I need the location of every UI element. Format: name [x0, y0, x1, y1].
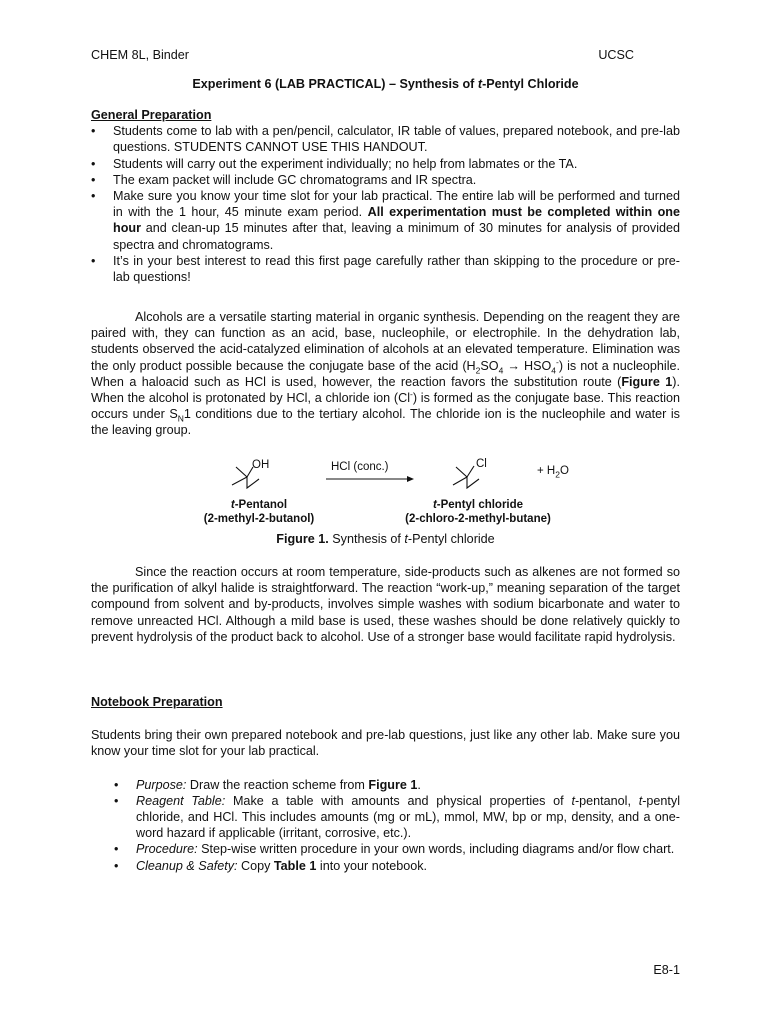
notebook-preparation-section [91, 694, 680, 874]
reagent-label: HCl (conc.) [331, 461, 389, 473]
caption-text: Synthesis of [328, 532, 405, 546]
para-text: ). When the alcohol is protonated by HCl, a chloride ion (Cl [91, 374, 680, 406]
list-item-text: Students come to lab with a pen/pencil, calculator, IR table of values, prepared notebook, and pre-lab questions. STUDENTS CANNOT USE THIS HANDOUT. [113, 124, 680, 155]
para-text: 1 conditions due to the tertiary alcohol. The chloride ion is the nucleophile and water is the leaving group. [91, 407, 680, 438]
item-text: Draw the reaction scheme from [186, 777, 369, 792]
notebook-intro: Students bring their own prepared notebook and pre-lab questions, just like any other lab. Make sure you know your time slot for your lab practical. [91, 728, 680, 759]
list-item-text: and clean-up 15 minutes after that, leaving a minimum of 30 minutes for analysis of provided spectra and chromatograms. [113, 221, 680, 252]
bullet: • [91, 124, 96, 139]
item-text: Copy [237, 858, 274, 873]
list-item [91, 123, 680, 155]
bullet: • [91, 253, 96, 268]
para-text: SO [480, 358, 499, 373]
general-preparation-section [91, 107, 680, 285]
list-item [91, 253, 680, 285]
superscript: - [556, 356, 559, 367]
item-text: . [417, 777, 421, 792]
list-item [114, 793, 680, 842]
list-item-text: Make sure you know your time slot for your lab practical. The entire lab will be performed and turned in with the 1 hour, 45 minute exam period. [113, 189, 680, 220]
title-italic: t [477, 77, 483, 91]
item-label: Procedure: [136, 842, 198, 857]
reactant-name [184, 498, 334, 512]
list-item [114, 777, 680, 793]
item-text: -pentanol, [574, 793, 639, 808]
general-preparation-list [91, 123, 680, 285]
reaction-arrow-head [407, 476, 414, 482]
name-text: -Pentanol [234, 499, 288, 511]
pentanol-methyl-bond [232, 477, 247, 485]
caption-text: -Pentyl chloride [407, 532, 495, 546]
item-emphasis: Figure 1 [368, 777, 418, 792]
subscript: 4 [551, 365, 556, 376]
reactant-label [184, 498, 334, 526]
product-name [388, 498, 568, 512]
reaction-arrow-text: → HSO [503, 358, 552, 373]
pentyl-chloride-methyl-bond [453, 477, 467, 485]
page-header [91, 47, 634, 63]
subscript: N [177, 413, 184, 424]
list-item-text: Students will carry out the experiment individually; no help from labmates or the TA. [113, 156, 578, 171]
water-byproduct [537, 463, 569, 479]
water-text: O [559, 465, 569, 477]
item-text: into your notebook. [316, 858, 428, 873]
item-text: Step-wise written procedure in your own words, including diagrams and/or flow chart. [197, 842, 675, 857]
workup-text: Since the reaction occurs at room temperature, side-products such as alkenes are not formed so the purification of alkyl halide is straightforward. The reaction “work-up,” meaning separation of the target compound from solvent and by-products, involves simple washes with sodium bicarbonate and water to remove unreacted HCl. Although a mild base is used, these washes should be done relatively quickly to prevent hydrolysis of the product back to alcohol. Use of a stronger base would facilitate rapid hydrolysis. [91, 565, 680, 644]
oh-label: OH [252, 459, 270, 471]
bullet: • [114, 777, 119, 792]
page-number: E8-1 [653, 963, 680, 977]
list-item-emphasis: All experimentation must be completed within one hour [113, 205, 680, 236]
bullet: • [91, 156, 96, 171]
list-item [114, 858, 680, 874]
italic-prefix: t [230, 499, 235, 511]
list-item-text: It’s in your best interest to read this first page carefully rather than skipping to the procedure or pre-lab questions! [113, 253, 680, 285]
course-label: CHEM 8L, Binder [91, 48, 189, 62]
list-item [114, 841, 680, 857]
bullet: • [114, 793, 119, 808]
item-text: Make a table with amounts and physical properties of [225, 793, 572, 808]
product-iupac: (2-chloro-2-methyl-butane) [405, 513, 551, 525]
name-text: -Pentyl chloride [436, 499, 524, 511]
product-label [388, 498, 568, 526]
water-text: + H [537, 465, 556, 477]
reactant-iupac: (2-methyl-2-butanol) [203, 513, 315, 525]
general-preparation-heading: General Preparation [91, 108, 212, 122]
caption-italic: t [404, 532, 408, 546]
bullet: • [91, 172, 96, 187]
document-title [91, 76, 680, 92]
item-label: Reagent Table: [136, 793, 226, 808]
bullet: • [114, 858, 119, 873]
list-item [91, 156, 680, 172]
item-label: Purpose: [136, 777, 187, 792]
superscript: - [410, 388, 413, 399]
subscript: 2 [475, 365, 481, 376]
item-text: -pentyl chloride, and HCl. This includes amounts (mg or mL), mmol, MW, bp or mp, density, and a one-word hazard if applicable (irritant, corrosive, etc.). [136, 793, 681, 841]
bullet: • [114, 842, 119, 857]
institution-label: UCSC [598, 48, 634, 62]
subscript: 4 [498, 365, 504, 376]
list-item [91, 188, 680, 253]
notebook-items-list [91, 777, 680, 874]
para-text: ) is formed as the conjugate base. This reaction occurs under S [91, 391, 681, 422]
italic-prefix: t [432, 499, 437, 511]
bullet: • [91, 189, 96, 204]
workup-paragraph [91, 564, 680, 645]
para-text: Alcohols are a versatile starting material in organic synthesis. Depending on the reagent they are paired with, they can function as an acid, base, nucleophile, or electrophile. In the dehydration lab, students observed the acid-catalyzed elimination of alcohols at an elevated temperature. Elimination was the only product possible because the conjugate base of the acid (H [91, 310, 680, 373]
cl-label: Cl [476, 458, 487, 470]
item-label: Cleanup & Safety: [136, 858, 238, 873]
intro-paragraph [91, 309, 680, 439]
figure-caption [91, 531, 680, 547]
water-subscript: 2 [555, 469, 560, 480]
item-italic: t [571, 793, 575, 808]
item-emphasis: Table 1 [273, 858, 317, 873]
title-text-a: Experiment 6 (LAB PRACTICAL) – Synthesis of [192, 77, 478, 91]
list-item-text: The exam packet will include GC chromatograms and IR spectra. [113, 172, 477, 187]
pentyl-chloride-cl-bond [467, 466, 474, 477]
item-italic: t [638, 793, 643, 808]
caption-label: Figure 1. [276, 532, 329, 546]
para-text: ) is not a nucleophile. When a haloacid such as HCl is used, however, the reaction favors the substitution route ( [91, 358, 680, 389]
figure-reference: Figure 1 [621, 374, 673, 389]
title-text-b: -Pentyl Chloride [482, 77, 579, 91]
list-item [91, 172, 680, 188]
notebook-preparation-heading: Notebook Preparation [91, 695, 223, 709]
